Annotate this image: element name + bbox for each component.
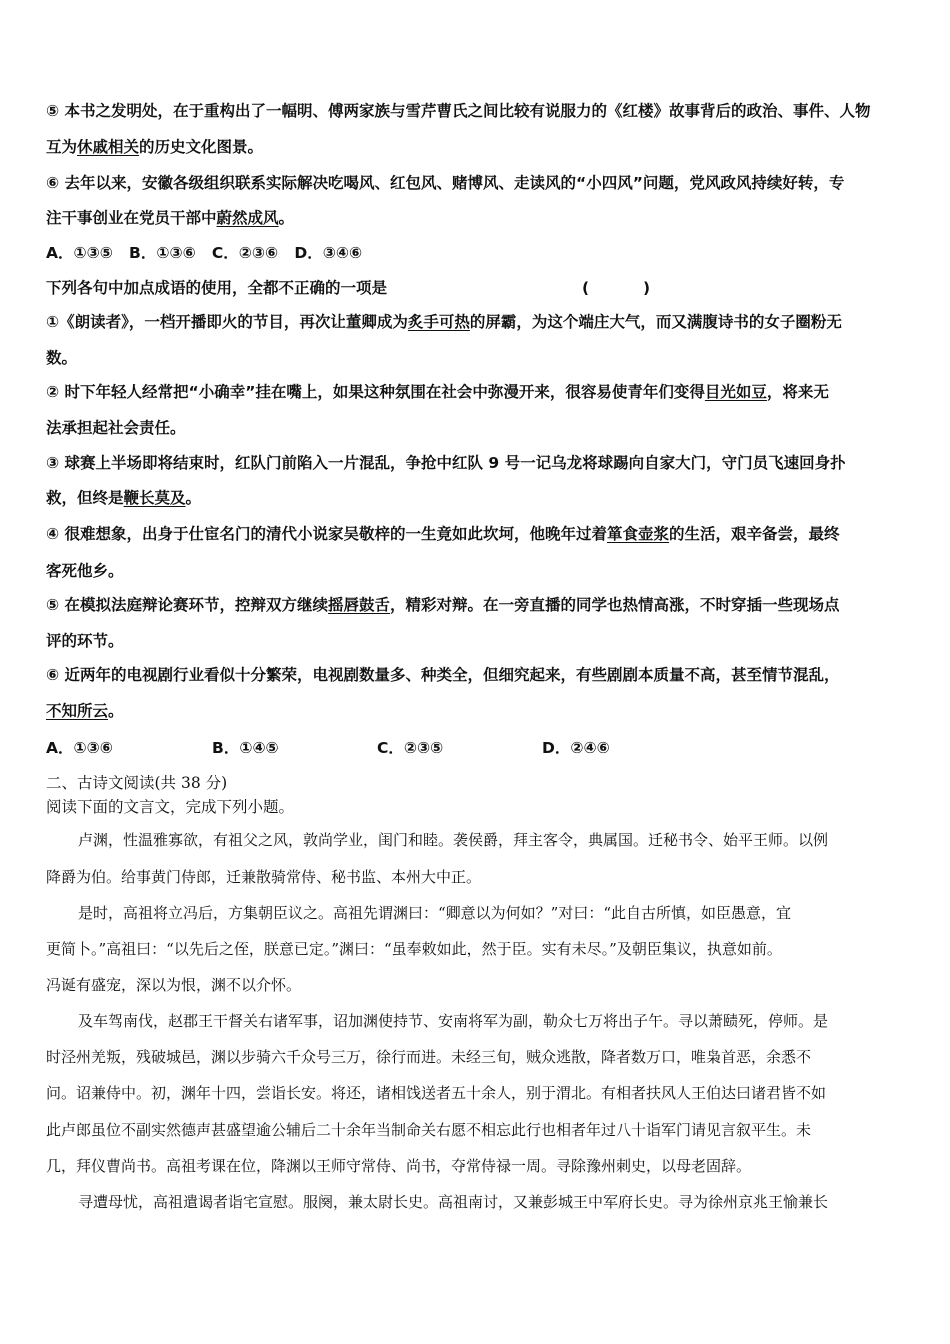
passage-p1-line-2: 降爵为伯。给事黄门侍郎，迁兼散骑常侍、秘书监、本州大中正。 — [46, 868, 482, 886]
passage-p4-line-1: 寻遭母忧，高祖遣谒者诣宅宣慰。服阕，兼太尉长史。高祖南讨，又兼彭城王中军府长史。寻为徐州京兆王愉兼长 — [78, 1193, 829, 1211]
option-c: C．②③⑤ — [377, 739, 444, 757]
passage-p3-line-3: 问。诏兼侍中。初，渊年十四，尝诣长安。将还，诸相饯送者五十余人，别于渭北。有相者扶风人王伯达曰诸君皆不如 — [46, 1084, 827, 1102]
sentence-4-line-2: 客死他乡。 — [46, 562, 124, 580]
item-5-line-2: 互为休戚相关的历史文化图景。 — [46, 138, 264, 156]
sentence-6-line-1: ⑥ 近两年的电视剧行业看似十分繁荣，电视剧数量多、种类全，但细究起来，有些剧剧本质量不高，甚至情节混乱， — [46, 666, 840, 684]
section-instruction: 阅读下面的文言文，完成下列小题。 — [46, 798, 295, 816]
passage-p2-line-1: 是时，高祖将立冯后，方集朝臣议之。高祖先谓渊曰：“卿意以为何如？”对曰：“此自古所慎，如臣愚意，宜 — [78, 904, 792, 922]
section-heading: 二、古诗文阅读(共 38 分) — [46, 774, 228, 792]
sentence-2-line-2: 法承担起社会责任。 — [46, 419, 186, 437]
sentence-3-line-1: ③ 球赛上半场即将结束时，红队门前陷入一片混乱，争抢中红队 9 号一记乌龙将球踢向自家大门，守门员飞速回身扑 — [46, 454, 846, 472]
passage-p3-line-2: 时泾州羌叛，残破城邑，渊以步骑六千众号三万，徐行而进。未经三旬，贼众逃散，降者数万口，唯枭首恶，余悉不 — [46, 1048, 812, 1066]
sentence-5-line-2: 评的环节。 — [46, 632, 124, 650]
passage-p2-line-3: 冯诞有盛宠，深以为恨，渊不以介怀。 — [46, 976, 302, 994]
sentence-4-line-1: ④ 很难想象，出身于仕宦名门的清代小说家吴敬梓的一生竟如此坎坷，他晚年过着箪食壶浆的生活，艰辛备尝，最终 — [46, 525, 840, 543]
underlined-idiom: 休戚相关 — [77, 138, 140, 156]
option-a: A．①③⑥ — [46, 739, 113, 757]
underlined-idiom: 炙手可热 — [407, 313, 470, 331]
sentence-3-line-2: 救，但终是鞭长莫及。 — [46, 489, 202, 507]
passage-p3-line-4: 此卢郎虽位不副实然德声甚盛望逾公辅后二十余年当制命关右愿不相忘此行也相者年过八十诣军门请见言叙平生。未 — [46, 1121, 812, 1139]
passage-p3-line-5: 几，拜仪曹尚书。高祖考课在位，降渊以王师守常侍、尚书，夺常侍禄一周。寻除豫州刺史，以母老固辞。 — [46, 1157, 752, 1175]
sentence-1-line-1: ①《朗读者》，一档开播即火的节目，再次让董卿成为炙手可热的屏霸，为这个端庄大气，而又满腹诗书的女子圈粉无 — [46, 313, 842, 331]
item-5-line-1: ⑤ 本书之发明处，在于重构出了一幅明、傅两家族与雪芹曹氏之间比较有说服力的《红楼》故事背后的政治、事件、人物 — [46, 102, 871, 120]
option-b: B．①④⑤ — [212, 739, 279, 757]
passage-p1-line-1: 卢渊，性温雅寡欲，有祖父之风，敦尚学业，闺门和睦。袭侯爵，拜主客令，典属国。迁秘书令、始平王师。以例 — [78, 831, 829, 849]
passage-p3-line-1: 及车驾南伐，赵郡王干督关右诸军事，诏加渊使持节、安南将军为副，勒众七万将出子午。寻以萧赜死，停师。是 — [78, 1012, 829, 1030]
sentence-2-line-1: ② 时下年轻人经常把“小确幸”挂在嘴上，如果这种氛围在社会中弥漫开来，很容易使青年们变得目光如豆，将来无 — [46, 383, 829, 401]
underlined-idiom: 鞭长莫及 — [123, 489, 186, 507]
idiom-question-stem: 下列各句中加点成语的使用，全都不正确的一项是 ( ) — [46, 279, 651, 297]
underlined-idiom: 目光如豆 — [704, 383, 767, 401]
prev-question-options: A．①③⑤ B．①③⑥ C．②③⑥ D．③④⑥ — [46, 244, 363, 262]
underlined-idiom: 不知所云 — [46, 702, 109, 720]
answer-blank: ( ) — [582, 279, 651, 297]
sentence-5-line-1: ⑤ 在模拟法庭辩论赛环节，控辩双方继续摇唇鼓舌，精彩对辩。在一旁直播的同学也热情高涨，不时穿插一些现场点 — [46, 596, 840, 614]
item-6-line-1: ⑥ 去年以来，安徽各级组织联系实际解决吃喝风、红包风、赌博风、走读风的“小四风”问题，党风政风持续好转，专 — [46, 174, 845, 192]
underlined-idiom: 蔚然成风 — [216, 209, 279, 227]
idiom-question-options — [46, 738, 908, 758]
sentence-6-line-2: 不知所云。 — [46, 702, 124, 720]
underlined-idiom: 摇唇鼓舌 — [328, 596, 391, 614]
item-6-line-2: 注干事创业在党员干部中蔚然成风。 — [46, 209, 295, 227]
passage-p2-line-2: 更简卜。”高祖曰：“以先后之侄，朕意已定。”渊曰：“虽奉敕如此，然于臣。实有未尽。”及朝臣集议，执意如前。 — [46, 940, 782, 958]
underlined-idiom: 箪食壶浆 — [607, 525, 670, 543]
sentence-1-line-2: 数。 — [46, 349, 78, 367]
option-d: D．②④⑥ — [542, 739, 610, 757]
